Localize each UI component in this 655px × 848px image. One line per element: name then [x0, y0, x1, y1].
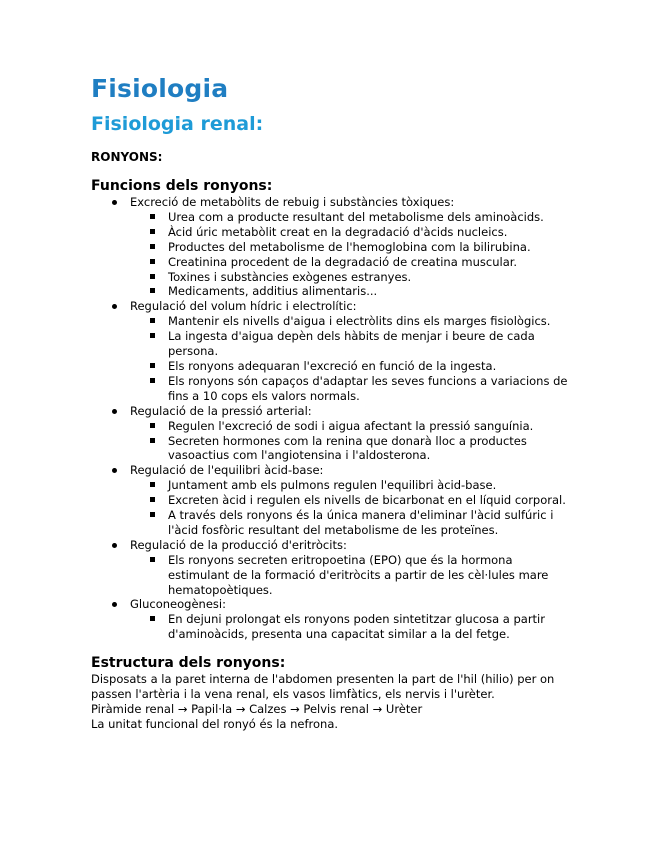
function-label: Excreció de metabòlits de rebuig i substàncies tòxiques: — [130, 195, 455, 209]
function-sublist — [130, 314, 571, 403]
sub-item: Creatinina procedent de la degradació de creatina muscular. — [130, 255, 571, 270]
section-label: RONYONS: — [91, 150, 163, 164]
function-item — [91, 195, 571, 299]
sub-item: A través dels ronyons és la única manera d'eliminar l'àcid sulfúric i l'àcid fosfòric resultant del metabolisme de les proteïnes. — [130, 508, 571, 538]
sub-item: Toxines i substàncies exògenes estranyes. — [130, 270, 571, 285]
sub-item: Excreten àcid i regulen els nivells de bicarbonat en el líquid corporal. — [130, 493, 571, 508]
sub-item: Àcid úric metabòlit creat en la degradació d'àcids nucleics. — [130, 225, 571, 240]
function-item — [91, 597, 571, 642]
estructura-heading: Estructura dels ronyons: — [91, 655, 286, 672]
sub-item: Urea com a producte resultant del metabolisme dels aminoàcids. — [130, 210, 571, 225]
document-subtitle: Fisiologia renal: — [91, 113, 264, 135]
function-label: Regulació de la pressió arterial: — [130, 403, 312, 418]
function-sublist — [130, 419, 571, 464]
function-item — [91, 299, 571, 403]
sub-item: En dejuni prolongat els ronyons poden sintetitzar glucosa a partir d'aminoàcids, presenta una capacitat similar a la del fetge. — [130, 612, 571, 642]
sub-item: Medicaments, additius alimentaris... — [130, 284, 571, 299]
function-label: Gluconeogènesi: — [130, 597, 226, 612]
function-sublist — [130, 478, 571, 538]
function-sublist — [130, 612, 571, 642]
sub-item: Mantenir els nivells d'aigua i electròlits dins els marges fisiològics. — [130, 314, 571, 329]
function-item — [91, 538, 571, 598]
sub-item: Regulen l'excreció de sodi i aigua afectant la pressió sanguínia. — [130, 419, 571, 434]
function-sublist — [130, 553, 571, 598]
estructura-chain: Piràmide renal → Papil·la → Calzes → Pelvis renal → Urèter — [91, 702, 423, 716]
document-page — [91, 72, 571, 732]
function-label: Regulació de l'equilibri àcid-base: — [130, 463, 324, 478]
sub-item: Els ronyons són capaços d'adaptar les seves funcions a variacions de fins a 10 cops els valors normals. — [130, 374, 571, 404]
document-title: Fisiologia — [91, 74, 229, 103]
sub-item: Productes del metabolisme de l'hemoglobina com la bilirubina. — [130, 240, 571, 255]
funcions-heading: Funcions dels ronyons: — [91, 178, 273, 194]
estructura-paragraph: Disposats a la paret interna de l'abdomen presenten la part de l'hil (hilio) per on passen l'artèria i la vena renal, els vasos limfàtics, els nervis i l'urèter. — [91, 672, 555, 702]
sub-item: Els ronyons adequaran l'excreció en funció de la ingesta. — [130, 359, 571, 374]
sub-item: Els ronyons secreten eritropoetina (EPO) que és la hormona estimulant de la formació d'eritròcits a partir de les cèl·lules mare hematopoètiques. — [130, 553, 571, 598]
function-label: Regulació de la producció d'eritròcits: — [130, 537, 347, 552]
function-sublist — [130, 210, 571, 299]
estructura-unit: La unitat funcional del ronyó és la nefrona. — [91, 716, 339, 731]
sub-item: Secreten hormones com la renina que donarà lloc a productes vasoactius com l'angiotensina i l'aldosterona. — [130, 434, 571, 464]
functions-list — [91, 195, 571, 642]
sub-item: La ingesta d'aigua depèn dels hàbits de menjar i beure de cada persona. — [130, 329, 571, 359]
function-item — [91, 404, 571, 464]
sub-item: Juntament amb els pulmons regulen l'equilibri àcid-base. — [130, 478, 571, 493]
function-label: Regulació del volum hídric i electrolític: — [130, 299, 357, 314]
function-item — [91, 463, 571, 538]
